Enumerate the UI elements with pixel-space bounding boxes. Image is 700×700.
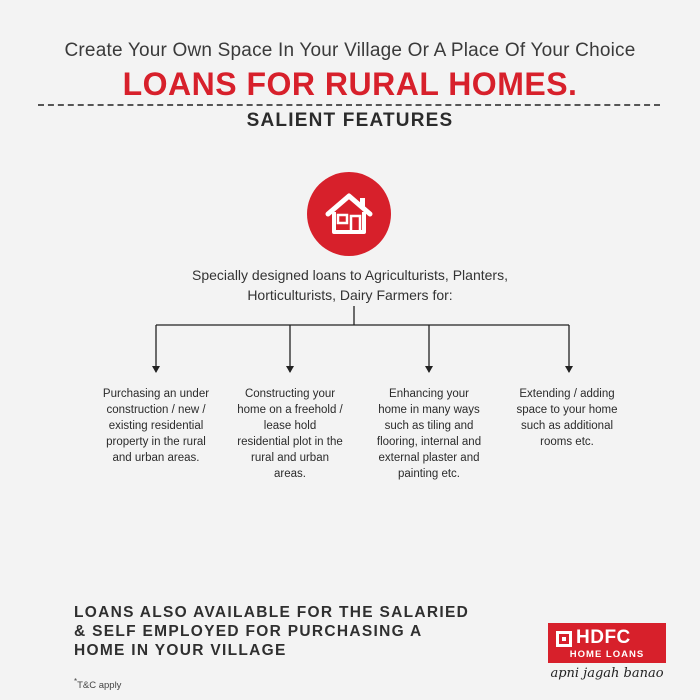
logo-mark-icon [556, 631, 572, 647]
disclaimer-text: T&C apply [77, 680, 122, 692]
intro-text: Specially designed loans to Agriculturists, Planters, Horticulturists, Dairy Farmers for: [192, 267, 508, 303]
disclaimer [74, 677, 121, 691]
logo-slogan: apni jagah banao [550, 666, 664, 681]
feature-item: Purchasing an under construction / new / existing residential property in the rural and urban areas. [102, 388, 210, 464]
feature-item: Constructing your home on a freehold / lease hold residential plot in the rural and urban areas. [237, 388, 343, 480]
logo-sub: HOME LOANS [569, 649, 645, 660]
disclaimer-mark: * [74, 677, 78, 686]
logo-brand: HDFC [576, 627, 631, 648]
hdfc-logo [548, 623, 666, 681]
subhead: SALIENT FEATURES [246, 110, 454, 131]
logo-box [548, 623, 666, 663]
feature-item: Extending / adding space to your home such as additional rooms etc. [516, 388, 618, 448]
footer-note: LOANS ALSO AVAILABLE FOR THE SALARIED & SELF EMPLOYED FOR PURCHASING A HOME IN YOUR VILLAGE [74, 604, 470, 659]
feature-item: Enhancing your home in many ways such as tiling and flooring, internal and external plaster and painting etc. [376, 388, 482, 480]
headline: LOANS FOR RURAL HOMES. [122, 66, 578, 102]
tagline: Create Your Own Space In Your Village Or A Place Of Your Choice [64, 40, 636, 61]
